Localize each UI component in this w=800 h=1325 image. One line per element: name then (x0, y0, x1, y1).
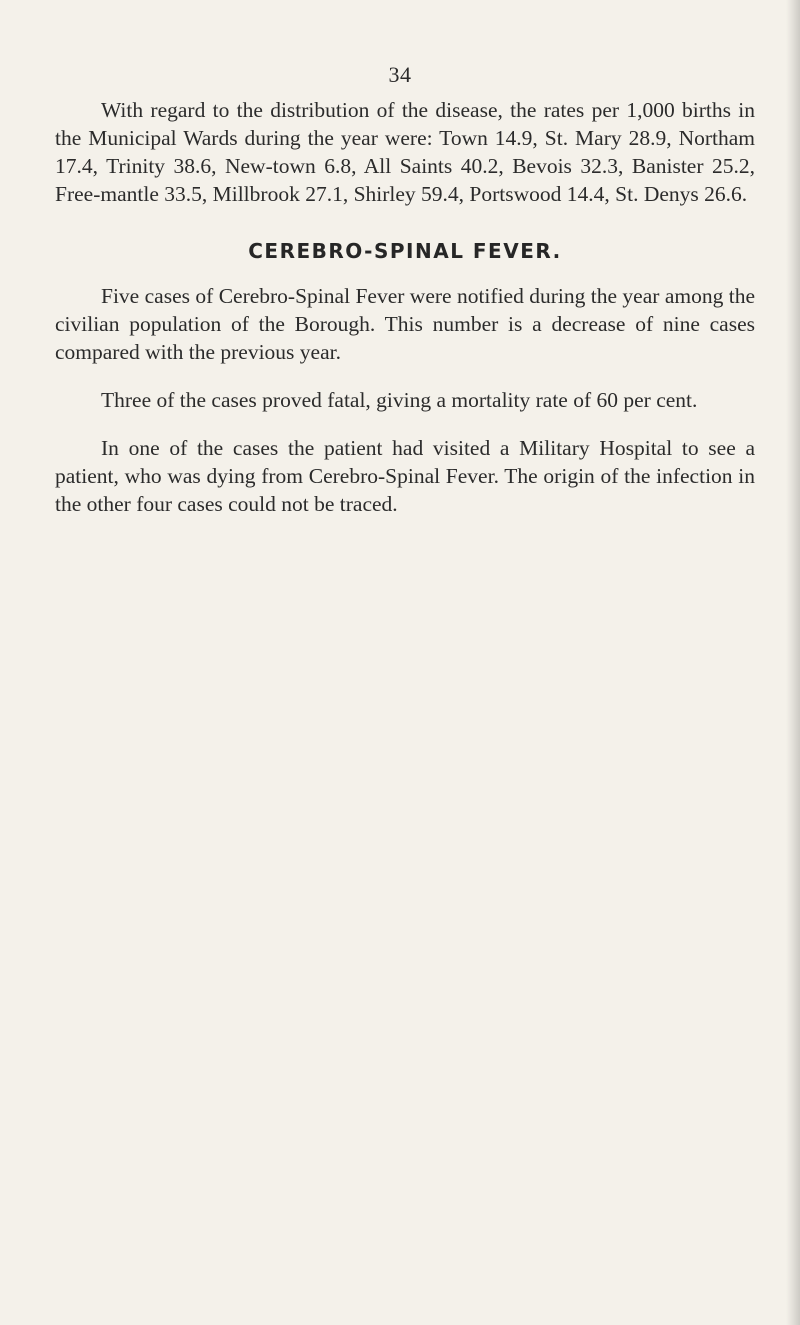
paragraph-mortality-rate: Three of the cases proved fatal, giving a mortality rate of 60 per cent. (101, 388, 698, 412)
paragraph-cases-notified: Five cases of Cerebro-Spinal Fever were notified during the year among the civilian population of the Borough. This number is a decrease of nine cases compared with the previous year. (55, 284, 755, 364)
paragraph-infection-origin: In one of the cases the patient had visited a Military Hospital to see a patient, who was dying from Cerebro-Spinal Fever. The origin of the infection in the other four cases could not be traced. (55, 436, 755, 516)
page-content (55, 96, 755, 518)
intro-paragraph: With regard to the distribution of the disease, the rates per 1,000 births in the Municipal Wards during the year were: Town 14.9, St. Mary 28.9, Northam 17.4, Trinity 38.6, New-town 6.8, All Saints 40.2, Bevois 32.3, Banister 25.2, Free-mantle 33.5, Millbrook 27.1, Shirley 59.4, Portswood 14.4, St. Denys 26.6. (55, 98, 755, 206)
page-edge-shadow (786, 0, 800, 1325)
page-number: 34 (388, 62, 412, 87)
section-heading: CEREBRO-SPINAL FEVER. (248, 239, 562, 263)
